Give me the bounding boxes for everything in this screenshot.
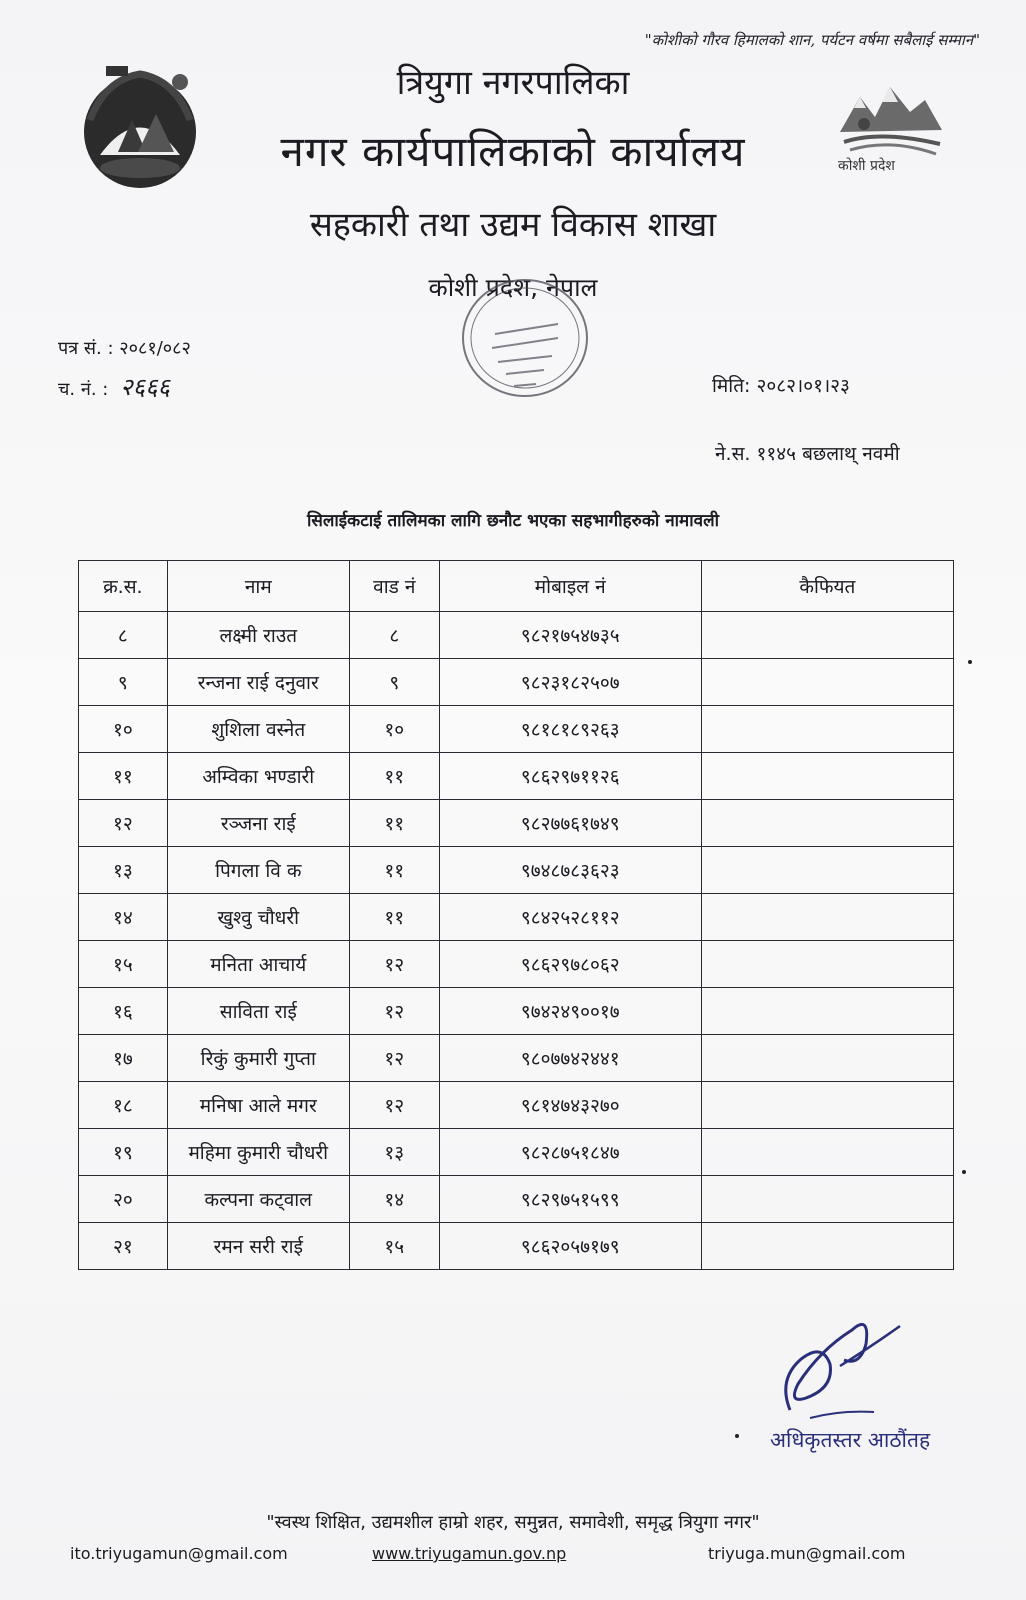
cell-serial: १३ <box>79 847 168 894</box>
signatory-designation: अधिकृतस्तर आठौंतह <box>770 1428 931 1452</box>
scan-speck <box>962 1170 966 1174</box>
cell-serial: १४ <box>79 894 168 941</box>
table-row <box>79 706 954 753</box>
cell-mobile: ९७४८७८३६२३ <box>439 847 701 894</box>
table-row <box>79 894 954 941</box>
cell-remarks <box>701 1035 953 1082</box>
letter-number <box>58 336 191 360</box>
table-row <box>79 1223 954 1270</box>
cell-serial: १६ <box>79 988 168 1035</box>
cell-ward: १२ <box>349 988 439 1035</box>
dispatch-number-value: २६६६ <box>120 373 171 401</box>
header-ward: वाड नं <box>349 561 439 612</box>
cell-name: महिमा कुमारी चौधरी <box>167 1129 349 1176</box>
cell-remarks <box>701 941 953 988</box>
letter-number-label: पत्र सं. : <box>58 338 114 359</box>
cell-remarks <box>701 1129 953 1176</box>
cell-ward: १२ <box>349 941 439 988</box>
cell-mobile: ९७४२४९००१७ <box>439 988 701 1035</box>
cell-serial: ८ <box>79 612 168 659</box>
header-name: नाम <box>167 561 349 612</box>
cell-remarks <box>701 1223 953 1270</box>
cell-name: रञ्जना राई <box>167 800 349 847</box>
cell-name: मनिषा आले मगर <box>167 1082 349 1129</box>
cell-ward: ९ <box>349 659 439 706</box>
cell-ward: १० <box>349 706 439 753</box>
cell-serial: १२ <box>79 800 168 847</box>
cell-remarks <box>701 1082 953 1129</box>
cell-ward: ११ <box>349 894 439 941</box>
cell-remarks <box>701 847 953 894</box>
cell-serial: २० <box>79 1176 168 1223</box>
cell-name: शुशिला वस्नेत <box>167 706 349 753</box>
cell-mobile: ९८६२०५७१७९ <box>439 1223 701 1270</box>
cell-name: रिकुं कुमारी गुप्ता <box>167 1035 349 1082</box>
office-seal-stamp <box>440 268 610 408</box>
table-row <box>79 941 954 988</box>
scan-speck <box>735 1434 739 1438</box>
document-title: सिलाईकटाई तालिमका लागि छनौट भएका सहभागीहरुको नामावली <box>306 511 720 531</box>
cell-remarks <box>701 659 953 706</box>
koshi-logo-text: कोशी प्रदेश <box>838 158 895 174</box>
participants-table <box>78 560 954 1270</box>
cell-ward: ८ <box>349 612 439 659</box>
cell-ward: ११ <box>349 753 439 800</box>
table-row <box>79 1035 954 1082</box>
table-row <box>79 753 954 800</box>
table-row <box>79 800 954 847</box>
cell-remarks <box>701 1176 953 1223</box>
cell-ward: ११ <box>349 800 439 847</box>
cell-mobile: ९८१८१८९२६३ <box>439 706 701 753</box>
cell-mobile: ९८१४७४३२७० <box>439 1082 701 1129</box>
cell-name: कल्पना कट्वाल <box>167 1176 349 1223</box>
table-row <box>79 988 954 1035</box>
date-label: मिति: <box>712 375 751 397</box>
cell-mobile: ९८६२९७११२६ <box>439 753 701 800</box>
branch-name: सहकारी तथा उद्यम विकास शाखा <box>309 205 717 245</box>
date-value: २०८२।०१।२३ <box>756 375 850 397</box>
header-mobile: मोबाइल नं <box>439 561 701 612</box>
footer-motto: "स्वस्थ शिक्षित, उद्यमशील हाम्रो शहर, समुन्नत, समावेशी, समृद्ध त्रियुगा नगर" <box>266 1512 760 1533</box>
nepal-sambat-date: ने.स. ११४५ बछलाथ् नवमी <box>715 443 900 465</box>
scan-speck <box>968 660 972 664</box>
cell-ward: ११ <box>349 847 439 894</box>
cell-name: मनिता आचार्य <box>167 941 349 988</box>
cell-serial: ९ <box>79 659 168 706</box>
cell-name: खुश्वु चौधरी <box>167 894 349 941</box>
cell-mobile: ९८६२९७८०६२ <box>439 941 701 988</box>
header-motto: "कोशीको गौरव हिमालको शान, पर्यटन वर्षमा सबैलाई सम्मान" <box>644 31 980 49</box>
cell-name: लक्ष्मी राउत <box>167 612 349 659</box>
cell-serial: १५ <box>79 941 168 988</box>
office-name: नगर कार्यपालिकाको कार्यालय <box>280 127 746 176</box>
cell-serial: १८ <box>79 1082 168 1129</box>
cell-mobile: ९८४२५२८११२ <box>439 894 701 941</box>
cell-name: साविता राई <box>167 988 349 1035</box>
cell-mobile: ९८२९७५१५९९ <box>439 1176 701 1223</box>
footer-website-link[interactable]: www.triyugamun.gov.np <box>372 1544 567 1563</box>
cell-remarks <box>701 753 953 800</box>
header-serial: क्र.स. <box>79 561 168 612</box>
issue-date <box>712 372 850 398</box>
cell-name: अम्विका भण्डारी <box>167 753 349 800</box>
cell-mobile: ९८२१७५४७३५ <box>439 612 701 659</box>
footer-email-left[interactable]: ito.triyugamun@gmail.com <box>70 1544 288 1563</box>
cell-mobile: ९८२७७६१७४९ <box>439 800 701 847</box>
cell-ward: १२ <box>349 1082 439 1129</box>
cell-serial: १० <box>79 706 168 753</box>
table-row <box>79 1176 954 1223</box>
cell-mobile: ९८०७७४२४४१ <box>439 1035 701 1082</box>
cell-ward: १२ <box>349 1035 439 1082</box>
municipality-name: त्रियुगा नगरपालिका <box>396 63 630 103</box>
cell-name: पिगला वि क <box>167 847 349 894</box>
dispatch-number-label: च. नं. : <box>58 379 109 400</box>
dispatch-number <box>58 370 170 403</box>
cell-serial: ११ <box>79 753 168 800</box>
cell-name: रमन सरी राई <box>167 1223 349 1270</box>
cell-serial: २१ <box>79 1223 168 1270</box>
cell-remarks <box>701 894 953 941</box>
cell-name: रन्जना राई दनुवार <box>167 659 349 706</box>
province-location: कोशी प्रदेश, नेपाल <box>428 273 598 302</box>
cell-remarks <box>701 612 953 659</box>
cell-remarks <box>701 988 953 1035</box>
cell-ward: १३ <box>349 1129 439 1176</box>
cell-remarks <box>701 706 953 753</box>
table-row <box>79 847 954 894</box>
table-row <box>79 1129 954 1176</box>
cell-serial: १९ <box>79 1129 168 1176</box>
cell-ward: १५ <box>349 1223 439 1270</box>
table-header-row <box>79 561 954 612</box>
table-row <box>79 1082 954 1129</box>
header-remarks: कैफियत <box>701 561 953 612</box>
signature-mark <box>770 1300 910 1430</box>
cell-serial: १७ <box>79 1035 168 1082</box>
table-row <box>79 612 954 659</box>
letter-number-value: २०८१/०८२ <box>119 338 191 359</box>
cell-mobile: ९८२३१८२५०७ <box>439 659 701 706</box>
footer-email-right[interactable]: triyuga.mun@gmail.com <box>708 1544 906 1563</box>
table-row <box>79 659 954 706</box>
cell-mobile: ९८२८७५१८४७ <box>439 1129 701 1176</box>
cell-remarks <box>701 800 953 847</box>
cell-ward: १४ <box>349 1176 439 1223</box>
